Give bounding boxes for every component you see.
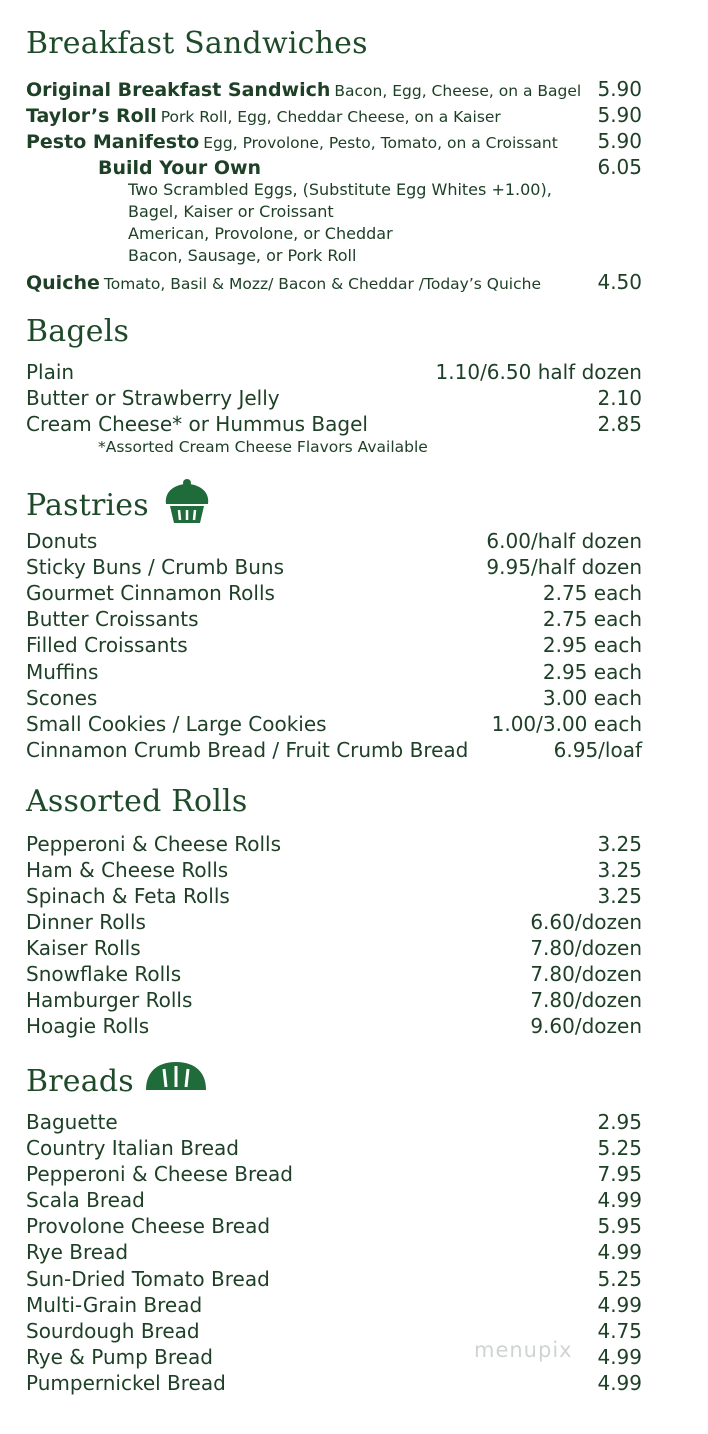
item-price: 2.95 each xyxy=(542,633,642,657)
menu-item xyxy=(26,1135,642,1161)
item-name: Provolone Cheese Bread xyxy=(26,1214,271,1238)
item-price: 4.99 xyxy=(597,1293,642,1317)
item-price: 6.00/half dozen xyxy=(486,529,642,553)
item-price: 2.85 xyxy=(597,412,642,436)
item-price: 5.90 xyxy=(597,129,642,153)
menu-item xyxy=(26,606,642,632)
build-option-line: Two Scrambled Eggs, (Substitute Egg Whites +1.00), xyxy=(128,180,552,199)
item-price: 9.60/dozen xyxy=(530,1014,642,1038)
item-price: 2.95 xyxy=(597,1110,642,1134)
item-price: 7.80/dozen xyxy=(530,936,642,960)
item-price: 2.95 each xyxy=(542,660,642,684)
menu-item xyxy=(26,1213,642,1239)
breads-title: Breads xyxy=(26,1063,134,1099)
item-name: Quiche xyxy=(26,272,100,294)
menu-item xyxy=(26,1266,642,1292)
pastries-title: Pastries xyxy=(26,487,149,523)
menu-item xyxy=(26,1292,642,1318)
item-name: Small Cookies / Large Cookies xyxy=(26,712,327,736)
menu-item xyxy=(26,1370,642,1396)
item-price: 4.99 xyxy=(597,1371,642,1395)
menu-item xyxy=(26,711,642,737)
item-name: Plain xyxy=(26,360,75,384)
rolls-heading xyxy=(26,784,247,819)
item-price: 3.25 xyxy=(597,858,642,882)
item-price: 5.90 xyxy=(597,103,642,127)
item-price: 3.00 each xyxy=(542,686,642,710)
item-price: 4.99 xyxy=(597,1240,642,1264)
item-name: Rye & Pump Bread xyxy=(26,1345,213,1369)
menu-item xyxy=(26,737,642,763)
item-price: 7.80/dozen xyxy=(530,962,642,986)
item-name: Pepperoni & Cheese Rolls xyxy=(26,832,282,856)
item-name: Sun-Dried Tomato Bread xyxy=(26,1267,270,1291)
item-name: Sticky Buns / Crumb Buns xyxy=(26,555,284,579)
item-name: Kaiser Rolls xyxy=(26,936,141,960)
rolls-title: Assorted Rolls xyxy=(26,784,248,819)
item-price: 7.80/dozen xyxy=(530,988,642,1012)
menu-item xyxy=(26,528,642,554)
item-price: 1.10/6.50 half dozen xyxy=(435,360,642,384)
menu-item xyxy=(26,831,642,857)
item-price: 2.10 xyxy=(597,386,642,410)
item-name: Butter Croissants xyxy=(26,607,199,631)
item-price: 6.05 xyxy=(597,155,642,179)
item-name: Butter or Strawberry Jelly xyxy=(26,386,280,410)
menu-item xyxy=(26,77,642,101)
item-price: 5.95 xyxy=(597,1214,642,1238)
item-name: Sourdough Bread xyxy=(26,1319,200,1343)
item-name: Gourmet Cinnamon Rolls xyxy=(26,581,275,605)
bagels-title: Bagels xyxy=(26,314,130,349)
item-price: 4.50 xyxy=(597,270,642,294)
menu-item xyxy=(26,1239,642,1265)
item-name: Dinner Rolls xyxy=(26,910,146,934)
item-name: Cream Cheese* or Hummus Bagel xyxy=(26,412,368,436)
menu-item xyxy=(26,1161,642,1187)
menu-item xyxy=(26,659,642,685)
item-price: 5.25 xyxy=(597,1267,642,1291)
item-name: Filled Croissants xyxy=(26,633,188,657)
item-name: Baguette xyxy=(26,1110,118,1134)
menu-item xyxy=(26,103,642,127)
menu-item xyxy=(26,935,642,961)
item-name: Rye Bread xyxy=(26,1240,129,1264)
bagels-note: *Assorted Cream Cheese Flavors Available xyxy=(98,438,428,456)
item-price: 1.00/3.00 each xyxy=(491,712,642,736)
item-name: Pepperoni & Cheese Bread xyxy=(26,1162,294,1186)
breakfast-title: Breakfast Sandwiches xyxy=(26,26,368,61)
muffin-icon xyxy=(163,478,211,532)
item-name: Donuts xyxy=(26,529,98,553)
item-name: Hoagie Rolls xyxy=(26,1014,150,1038)
menu-item xyxy=(26,359,642,385)
item-price: 2.75 each xyxy=(542,581,642,605)
pastries-heading xyxy=(26,478,211,532)
item-price: 5.90 xyxy=(597,77,642,101)
menu-item xyxy=(26,385,642,411)
item-name: Pumpernickel Bread xyxy=(26,1371,226,1395)
item-name: Snowflake Rolls xyxy=(26,962,182,986)
build-option-line: American, Provolone, or Cheddar xyxy=(128,224,393,243)
menu-item xyxy=(98,155,642,179)
item-desc: Tomato, Basil & Mozz/ Bacon & Cheddar /Today’s Quiche xyxy=(103,275,541,293)
bagels-heading xyxy=(26,314,129,349)
item-price: 2.75 each xyxy=(542,607,642,631)
item-name: Scones xyxy=(26,686,98,710)
item-name: Multi-Grain Bread xyxy=(26,1293,203,1317)
item-name: Ham & Cheese Rolls xyxy=(26,858,229,882)
menu-item xyxy=(26,554,642,580)
menu-item xyxy=(26,1187,642,1213)
item-desc: Bacon, Egg, Cheese, on a Bagel xyxy=(334,82,582,100)
menu-item xyxy=(26,987,642,1013)
item-price: 4.99 xyxy=(597,1188,642,1212)
menu-item xyxy=(26,632,642,658)
item-name: Scala Bread xyxy=(26,1188,145,1212)
item-price: 6.60/dozen xyxy=(530,910,642,934)
item-name: Hamburger Rolls xyxy=(26,988,193,1012)
menu-item xyxy=(26,580,642,606)
menu-item xyxy=(26,883,642,909)
item-price: 4.99 xyxy=(597,1345,642,1369)
menu-item xyxy=(26,685,642,711)
item-name: Taylor’s Roll xyxy=(26,105,157,127)
bread-loaf-icon xyxy=(144,1060,208,1102)
menu-item xyxy=(26,411,642,437)
menu-item xyxy=(26,270,642,294)
item-price: 5.25 xyxy=(597,1136,642,1160)
item-desc: Pork Roll, Egg, Cheddar Cheese, on a Kaiser xyxy=(160,108,501,126)
menu-item xyxy=(26,1109,642,1135)
menu-item xyxy=(26,857,642,883)
breakfast-heading xyxy=(26,26,368,61)
menu-item xyxy=(26,909,642,935)
item-name: Country Italian Bread xyxy=(26,1136,239,1160)
item-name: Cinnamon Crumb Bread / Fruit Crumb Bread xyxy=(26,738,469,762)
item-name: Original Breakfast Sandwich xyxy=(26,79,331,101)
build-option-line: Bagel, Kaiser or Croissant xyxy=(128,202,334,221)
item-price: 3.25 xyxy=(597,832,642,856)
menu-item xyxy=(26,1013,642,1039)
watermark: menupix xyxy=(474,1338,573,1362)
item-price: 4.75 xyxy=(597,1319,642,1343)
item-name: Muffins xyxy=(26,660,99,684)
item-price: 3.25 xyxy=(597,884,642,908)
item-name: Pesto Manifesto xyxy=(26,131,200,153)
item-name: Build Your Own xyxy=(98,157,262,179)
breads-heading xyxy=(26,1060,208,1102)
item-name: Spinach & Feta Rolls xyxy=(26,884,230,908)
item-price: 9.95/half dozen xyxy=(486,555,642,579)
item-price: 6.95/loaf xyxy=(553,738,642,762)
build-option-line: Bacon, Sausage, or Pork Roll xyxy=(128,246,357,265)
menu-item xyxy=(26,129,642,153)
item-price: 7.95 xyxy=(597,1162,642,1186)
menu-item xyxy=(26,961,642,987)
item-desc: Egg, Provolone, Pesto, Tomato, on a Croissant xyxy=(203,134,558,152)
